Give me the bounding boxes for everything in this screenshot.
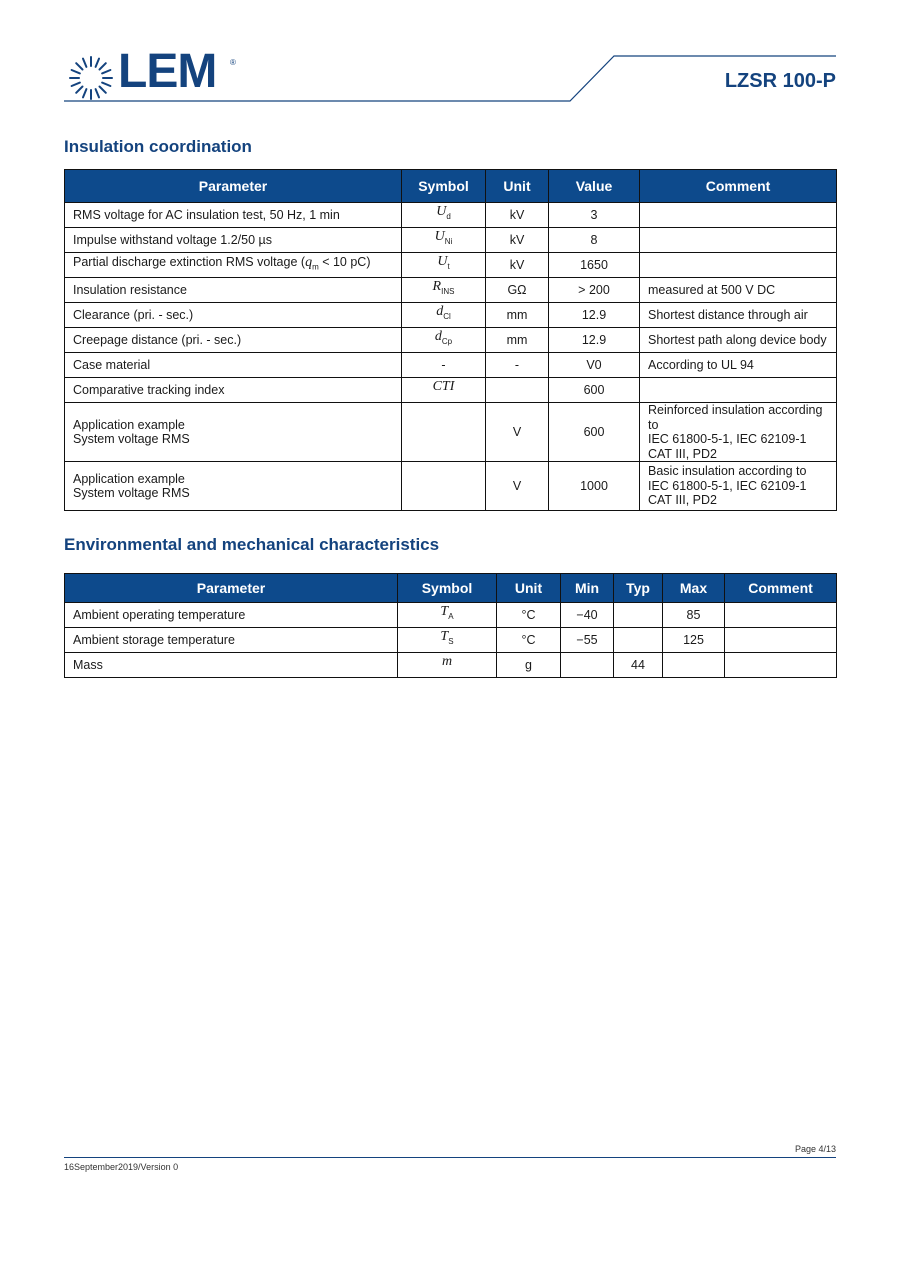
cell-comment [640,203,837,228]
cell-symbol: $U_{Ni}$ [402,228,486,253]
col-header-max: Max [663,574,725,603]
cell-value: V0 [549,353,640,378]
product-model: LZSR 100-P [724,70,836,92]
cell-value: > 200 [549,278,640,303]
cell-value: 3 [549,203,640,228]
table-row [65,253,837,278]
environmental-table [64,573,837,678]
cell-typ: 44 [614,653,663,678]
col-header-typ: Typ [614,574,663,603]
cell-max: 125 [663,628,725,653]
col-header-parameter: Parameter [65,574,398,603]
cell-unit: g [497,653,561,678]
cell-value: 12.9 [549,303,640,328]
cell-min: −40 [561,603,614,628]
table-row [65,203,837,228]
cell-comment [725,653,837,678]
cell-unit: mm [486,328,549,353]
page-number: Page 4/13 [794,1144,836,1154]
footer-rule [64,1157,836,1158]
cell-value: 12.9 [549,328,640,353]
cell-symbol [402,403,486,462]
cell-unit: GΩ [486,278,549,303]
table-header-row [65,574,837,603]
cell-comment [725,603,837,628]
table-row [65,603,837,628]
cell-unit [486,378,549,403]
cell-max: 85 [663,603,725,628]
section-title-environmental: Environmental and mechanical characteristics [64,535,440,554]
cell-symbol: $R_{INS}$ [402,278,486,303]
table-header-row [65,170,837,203]
cell-parameter: Case material [65,353,402,378]
cell-unit: V [486,462,549,511]
cell-value: 8 [549,228,640,253]
cell-value: 600 [549,378,640,403]
cell-typ [614,603,663,628]
table-row [65,653,837,678]
col-header-min: Min [561,574,614,603]
col-header-parameter: Parameter [65,170,402,203]
table-row [65,328,837,353]
cell-unit: mm [486,303,549,328]
cell-parameter: Ambient storage temperature [65,628,398,653]
cell-parameter: Mass [65,653,398,678]
cell-symbol: $T_A$ [398,603,497,628]
table-row [65,303,837,328]
table-row [65,378,837,403]
col-header-symbol: Symbol [398,574,497,603]
logo-registered-mark: ® [230,58,236,67]
cell-comment [725,628,837,653]
cell-symbol: $T_S$ [398,628,497,653]
cell-parameter: Creepage distance (pri. - sec.) [65,328,402,353]
cell-comment: measured at 500 V DC [640,278,837,303]
cell-symbol: $d_{Cl}$ [402,303,486,328]
cell-symbol: CTI [402,378,486,403]
document-version: 16September2019/Version 0 [64,1162,179,1172]
cell-comment: Shortest path along device body [640,328,837,353]
cell-comment: Shortest distance through air [640,303,837,328]
col-header-unit: Unit [486,170,549,203]
cell-parameter: Clearance (pri. - sec.) [65,303,402,328]
cell-symbol: $U_d$ [402,203,486,228]
table-row [65,353,837,378]
lem-logo-icon [68,55,114,101]
cell-parameter: Partial discharge extinction RMS voltage ($q_m < 10$ pC) [65,253,402,278]
cell-min [561,653,614,678]
cell-comment: According to UL 94 [640,353,837,378]
cell-min: −55 [561,628,614,653]
col-header-comment: Comment [725,574,837,603]
cell-comment: Reinforced insulation according to IEC 61800-5-1, IEC 62109-1 CAT III, PD2 [640,403,837,462]
section-title-insulation: Insulation coordination [64,137,252,156]
cell-parameter: Ambient operating temperature [65,603,398,628]
cell-unit: - [486,353,549,378]
table-row [65,228,837,253]
cell-symbol: - [402,353,486,378]
table-row [65,628,837,653]
cell-unit: kV [486,253,549,278]
cell-comment: Basic insulation according to IEC 61800-5-1, IEC 62109-1 CAT III, PD2 [640,462,837,511]
cell-symbol: $U_t$ [402,253,486,278]
cell-parameter: RMS voltage for AC insulation test, 50 Hz, 1 min [65,203,402,228]
cell-symbol [402,462,486,511]
cell-comment [640,378,837,403]
cell-unit: kV [486,228,549,253]
table-row [65,462,837,511]
table-row [65,403,837,462]
table-row [65,278,837,303]
cell-comment [640,228,837,253]
cell-symbol: m [398,653,497,678]
cell-parameter: Insulation resistance [65,278,402,303]
cell-value: 1650 [549,253,640,278]
cell-parameter: Impulse withstand voltage 1.2/50 µs [65,228,402,253]
insulation-table [64,169,837,511]
col-header-comment: Comment [640,170,837,203]
cell-unit: °C [497,603,561,628]
cell-max [663,653,725,678]
cell-unit: V [486,403,549,462]
cell-typ [614,628,663,653]
logo-wordmark: LEM [118,45,217,98]
cell-parameter: Comparative tracking index [65,378,402,403]
cell-value: 1000 [549,462,640,511]
col-header-unit: Unit [497,574,561,603]
col-header-symbol: Symbol [402,170,486,203]
cell-unit: kV [486,203,549,228]
cell-symbol: $d_{Cp}$ [402,328,486,353]
col-header-value: Value [549,170,640,203]
cell-unit: °C [497,628,561,653]
cell-parameter: Application example System voltage RMS [65,403,402,462]
cell-comment [640,253,837,278]
cell-value: 600 [549,403,640,462]
cell-parameter: Application example System voltage RMS [65,462,402,511]
